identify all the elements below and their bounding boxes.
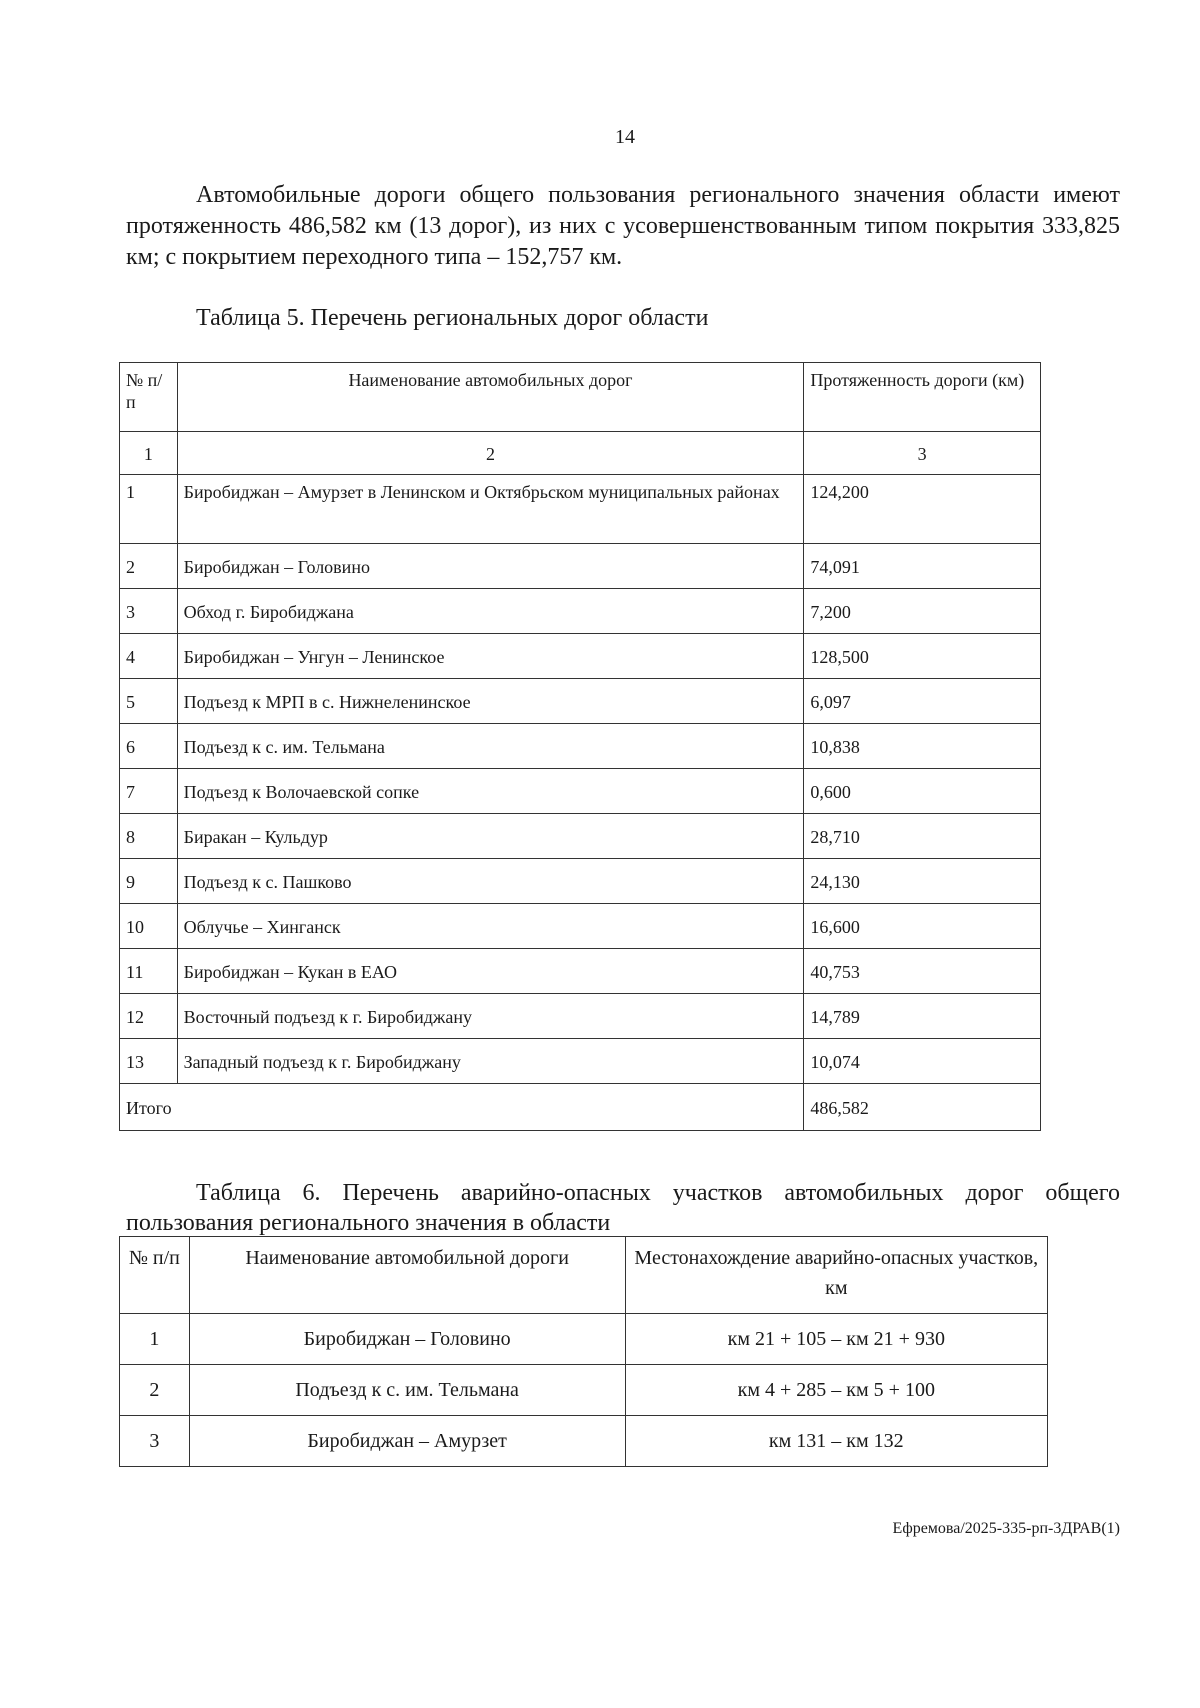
regional-roads-table <box>119 362 1041 1131</box>
section-location: км 4 + 285 – км 5 + 100 <box>625 1365 1047 1416</box>
road-name: Обход г. Биробиджана <box>177 589 804 634</box>
road-length: 124,200 <box>804 475 1041 544</box>
row-number: 1 <box>120 1314 190 1365</box>
road-name: Подъезд к Волочаевской сопке <box>177 769 804 814</box>
row-number: 1 <box>120 475 178 544</box>
table-row <box>120 769 1041 814</box>
table-row <box>120 814 1041 859</box>
dangerous-sections-table <box>119 1236 1048 1467</box>
table-header-row <box>120 363 1041 432</box>
table-row <box>120 679 1041 724</box>
table6-caption: Таблица 6. Перечень аварийно-опасных участков автомобильных дорог общего пользования регионального значения в области <box>126 1180 1120 1236</box>
column-number: 3 <box>804 432 1041 475</box>
road-name: Биробиджан – Унгун – Ленинское <box>177 634 804 679</box>
table-row <box>120 1039 1041 1084</box>
row-number: 8 <box>120 814 178 859</box>
road-length: 128,500 <box>804 634 1041 679</box>
road-length: 7,200 <box>804 589 1041 634</box>
road-name: Биробиджан – Головино <box>189 1314 625 1365</box>
document-signature: Ефремова/2025-335-рп-3ДРАВ(1) <box>892 1520 1120 1537</box>
row-number: 11 <box>120 949 178 994</box>
road-name: Подъезд к с. им. Тельмана <box>189 1365 625 1416</box>
section-location: км 21 + 105 – км 21 + 930 <box>625 1314 1047 1365</box>
column-number: 1 <box>120 432 178 475</box>
row-number: 7 <box>120 769 178 814</box>
road-length: 24,130 <box>804 859 1041 904</box>
table-row <box>120 1416 1048 1467</box>
road-name: Западный подъезд к г. Биробиджану <box>177 1039 804 1084</box>
road-name: Биробиджан – Головино <box>177 544 804 589</box>
table-row <box>120 949 1041 994</box>
road-length: 10,838 <box>804 724 1041 769</box>
intro-paragraph: Автомобильные дороги общего пользования регионального значения области имеют протяженность 486,582 км (13 дорог), из них с усовершенствованным типом покрытия 333,825 км; с покрытием переходного типа – 152,757 км. <box>126 182 1120 270</box>
table-header-row <box>120 1237 1048 1314</box>
table-row <box>120 724 1041 769</box>
road-length: 40,753 <box>804 949 1041 994</box>
table-row <box>120 1365 1048 1416</box>
road-length: 14,789 <box>804 994 1041 1039</box>
table-row <box>120 904 1041 949</box>
row-number: 3 <box>120 1416 190 1467</box>
column-number: 2 <box>177 432 804 475</box>
table-row <box>120 1314 1048 1365</box>
road-length: 28,710 <box>804 814 1041 859</box>
header-location: Местонахождение аварийно-опасных участков, км <box>625 1237 1047 1314</box>
road-name: Восточный подъезд к г. Биробиджану <box>177 994 804 1039</box>
header-road-name: Наименование автомобильной дороги <box>189 1237 625 1314</box>
row-number: 10 <box>120 904 178 949</box>
row-number: 4 <box>120 634 178 679</box>
header-road-length: Протяженность дороги (км) <box>804 363 1041 432</box>
row-number: 12 <box>120 994 178 1039</box>
row-number: 9 <box>120 859 178 904</box>
table-row <box>120 544 1041 589</box>
total-row <box>120 1084 1041 1131</box>
road-name: Подъезд к с. им. Тельмана <box>177 724 804 769</box>
total-value: 486,582 <box>804 1084 1041 1131</box>
row-number: 6 <box>120 724 178 769</box>
header-number: № п/п <box>120 363 178 432</box>
row-number: 13 <box>120 1039 178 1084</box>
table-row <box>120 589 1041 634</box>
table-row <box>120 859 1041 904</box>
page-number: 14 <box>615 126 635 148</box>
road-name: Подъезд к с. Пашково <box>177 859 804 904</box>
table-row <box>120 475 1041 544</box>
road-length: 10,074 <box>804 1039 1041 1084</box>
road-name: Биракан – Кульдур <box>177 814 804 859</box>
table-row <box>120 634 1041 679</box>
section-location: км 131 – км 132 <box>625 1416 1047 1467</box>
row-number: 2 <box>120 544 178 589</box>
road-name: Подъезд к МРП в с. Нижнеленинское <box>177 679 804 724</box>
road-length: 6,097 <box>804 679 1041 724</box>
road-name: Биробиджан – Амурзет <box>189 1416 625 1467</box>
road-name: Биробиджан – Кукан в ЕАО <box>177 949 804 994</box>
total-label: Итого <box>120 1084 804 1131</box>
road-name: Биробиджан – Амурзет в Ленинском и Октябрьском муниципальных районах <box>177 475 804 544</box>
road-name: Облучье – Хинганск <box>177 904 804 949</box>
table5-caption: Таблица 5. Перечень региональных дорог области <box>196 305 709 331</box>
table-row <box>120 994 1041 1039</box>
row-number: 5 <box>120 679 178 724</box>
road-length: 74,091 <box>804 544 1041 589</box>
road-length: 16,600 <box>804 904 1041 949</box>
header-number: № п/п <box>120 1237 190 1314</box>
row-number: 3 <box>120 589 178 634</box>
header-road-name: Наименование автомобильных дорог <box>177 363 804 432</box>
column-numbers-row <box>120 432 1041 475</box>
row-number: 2 <box>120 1365 190 1416</box>
road-length: 0,600 <box>804 769 1041 814</box>
